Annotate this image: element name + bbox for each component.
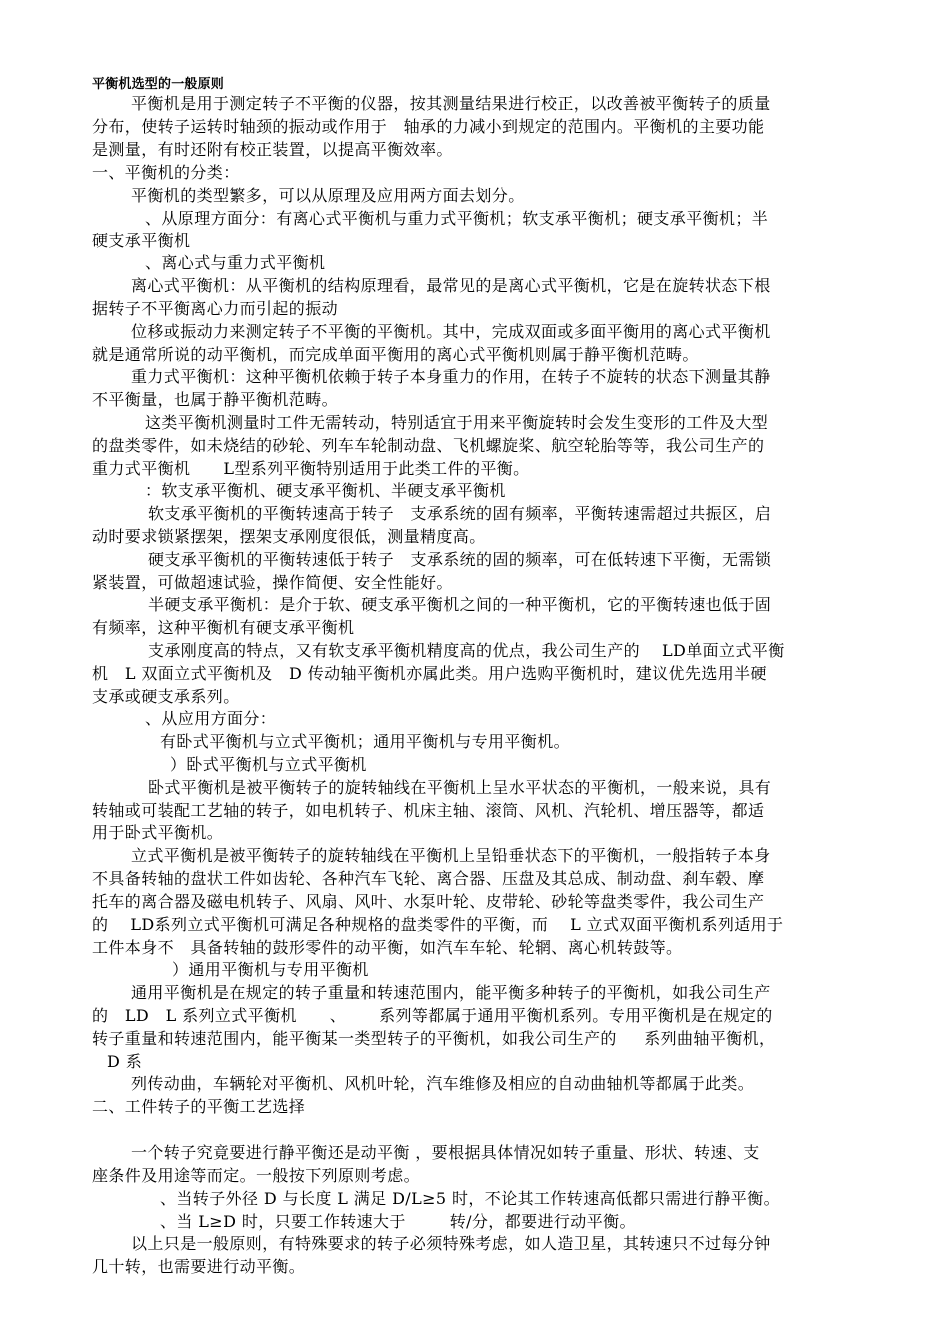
paragraph-line: 不平衡量，也属于静平衡机范畴。 (92, 390, 339, 409)
paragraph-line: 重力式平衡机：这种平衡机依赖于转子本身重力的作用，在转子不旋转的状态下测量其静 (131, 367, 771, 386)
paragraph-line: 是测量，有时还附有校正装置，以提高平衡效率。 (92, 140, 453, 159)
paragraph-line: 立式平衡机是被平衡转子的旋转轴线在平衡机上呈铅垂状态下的平衡机，一般指转子本身 (131, 846, 771, 865)
paragraph-line: 离心式平衡机：从平衡机的结构原理看，最常见的是离心式平衡机，它是在旋转状态下根 (131, 276, 771, 295)
paragraph-line: 位移或振动力来测定转子不平衡的平衡机。其中，完成双面或多面平衡用的离心式平衡机 (131, 322, 771, 341)
paragraph-line: 的 LD L 系列立式平衡机 、 系列等都属于通用平衡机系列。专用平衡机是在规定的 (92, 1006, 773, 1025)
subsection-heading: ）卧式平衡机与立式平衡机 (170, 755, 367, 774)
paragraph-line: 、从原理方面分：有离心式平衡机与重力式平衡机；软支承平衡机；硬支承平衡机；半 (145, 209, 769, 228)
paragraph-line: 几十转，也需要进行动平衡。 (92, 1257, 306, 1276)
subsection-heading: 、离心式与重力式平衡机 (145, 253, 326, 272)
document-title: 平衡机选型的一般原则 (92, 77, 225, 92)
paragraph-line: 一个转子究竟要进行静平衡还是动平衡 ，要根据具体情况如转子重量、形状、转速、支 (131, 1143, 760, 1162)
paragraph-line: 的盘类零件，如未烧结的砂轮、列车车轮制动盘、飞机螺旋桨、航空轮胎等等，我公司生产的 (92, 436, 765, 455)
paragraph-line: 有卧式平衡机与立式平衡机；通用平衡机与专用平衡机。 (160, 732, 571, 751)
paragraph-line: 不具备转轴的盘状工件如齿轮、各种汽车飞轮、离合器、压盘及其总成、制动盘、刹车毂、摩 (92, 869, 765, 888)
paragraph-line: 列传动曲，车辆轮对平衡机、风机叶轮，汽车维修及相应的自动曲轴机等都属于此类。 (131, 1074, 755, 1093)
paragraph-line: 据转子不平衡离心力而引起的振动 (92, 299, 339, 318)
paragraph-line: 工件本身不 具备转轴的鼓形零件的动平衡，如汽车车轮、轮辋、离心机转鼓等。 (92, 938, 683, 957)
paragraph-line: 硬支承平衡机的平衡转速低于转子 支承系统的固的频率，可在低转速下平衡，无需锁 (148, 550, 772, 569)
paragraph-line: 支承刚度高的特点，又有软支承平衡机精度高的优点，我公司生产的 LD单面立式平衡 (148, 641, 785, 660)
subsection-heading: ：软支承平衡机、硬支承平衡机、半硬支承平衡机 (145, 481, 506, 500)
paragraph-line: 半硬支承平衡机：是介于软、硬支承平衡机之间的一种平衡机，它的平衡转速也低于固 (148, 595, 772, 614)
paragraph-line: 支承或硬支承系列。 (92, 687, 240, 706)
paragraph-line: 、当转子外径 D 与长度 L 满足 D/L≥5 时，不论其工作转速高低都只需进行静平衡。 (160, 1189, 780, 1208)
paragraph-line: 平衡机的类型繁多，可以从原理及应用两方面去划分。 (131, 186, 525, 205)
paragraph-line: 通用平衡机是在规定的转子重量和转速范围内，能平衡多种转子的平衡机，如我公司生产 (131, 983, 771, 1002)
paragraph-line: 紧装置，可做超速试验，操作简便、安全性能好。 (92, 573, 453, 592)
paragraph-line: 分布，使转子运转时轴颈的振动或作用于 轴承的力减小到规定的范围内。平衡机的主要功能 (92, 117, 765, 136)
paragraph-line: 重力式平衡机 L型系列平衡特别适用于此类工件的平衡。 (92, 459, 530, 478)
section-heading: 一、平衡机的分类： (92, 163, 240, 182)
paragraph-line: 动时要求锁紧摆架，摆架支承刚度很低，测量精度高。 (92, 527, 486, 546)
paragraph-line: 硬支承平衡机 (92, 231, 191, 250)
subsection-heading: 、从应用方面分： (145, 709, 277, 728)
paragraph-line: 、当 L≥D 时，只要工作转速大于 转/分，都要进行动平衡。 (160, 1212, 636, 1231)
paragraph-line: D 系 (107, 1052, 143, 1071)
paragraph-line: 用于卧式平衡机。 (92, 823, 224, 842)
paragraph-line: 座条件及用途等而定。一般按下列原则考虑。 (92, 1166, 421, 1185)
paragraph-line: 有频率，这种平衡机有硬支承平衡机 (92, 618, 355, 637)
section-heading: 二、工件转子的平衡工艺选择 (92, 1097, 306, 1116)
paragraph-line: 就是通常所说的动平衡机，而完成单面平衡用的离心式平衡机则属于静平衡机范畴。 (92, 345, 699, 364)
paragraph-line: 软支承平衡机的平衡转速高于转子 支承系统的固有频率，平衡转速需超过共振区，启 (148, 504, 772, 523)
paragraph-line: 转轴或可装配工艺轴的转子，如电机转子、机床主轴、滚筒、风机、汽轮机、增压器等，都适 (92, 801, 765, 820)
paragraph-line: 以上只是一般原则，有特殊要求的转子必须特殊考虑，如人造卫星，其转速只不过每分钟 (131, 1234, 771, 1253)
paragraph-line: 卧式平衡机是被平衡转子的旋转轴线在平衡机上呈水平状态的平衡机，一般来说，具有 (148, 778, 772, 797)
paragraph-line: 托车的离合器及磁电机转子、风扇、风叶、水泵叶轮、皮带轮、砂轮等盘类零件，我公司生产 (92, 892, 765, 911)
paragraph-line: 的 LD系列立式平衡机可满足各种规格的盘类零件的平衡，而 L 立式双面平衡机系列适用于 (92, 915, 784, 934)
subsection-heading: ）通用平衡机与专用平衡机 (172, 960, 369, 979)
paragraph-line: 转子重量和转速范围内，能平衡某一类型转子的平衡机，如我公司生产的 系列曲轴平衡机， (92, 1029, 776, 1048)
paragraph-line: 平衡机是用于测定转子不平衡的仪器，按其测量结果进行校正，以改善被平衡转子的质量 (131, 94, 771, 113)
paragraph-line: 机 L 双面立式平衡机及 D 传动轴平衡机亦属此类。用户选购平衡机时，建议优先选用半硬 (92, 664, 767, 683)
paragraph-line: 这类平衡机测量时工件无需转动，特别适宜于用来平衡旋转时会发生变形的工件及大型 (145, 413, 769, 432)
